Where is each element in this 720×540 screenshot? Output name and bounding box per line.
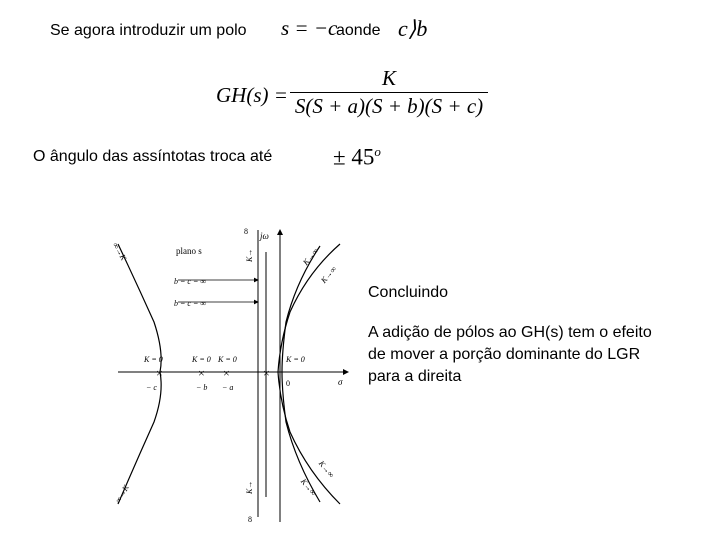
k-inf-upper-left: ∞→K <box>110 241 129 263</box>
tf-fraction <box>290 66 488 119</box>
locus-branch-right-inner <box>282 246 320 502</box>
k-inf-lower-left: ∞→K <box>113 483 131 505</box>
conclusion-title: Concluindo <box>368 284 449 301</box>
locus-branch-left <box>118 244 161 504</box>
k-inf-right-3: K→∞ <box>316 459 336 480</box>
intro-text: Se agora introduzir um polo <box>50 22 247 39</box>
tick-0: 0 <box>286 379 290 388</box>
conclusion-line-2: de mover a porção dominante do LGR <box>368 346 641 363</box>
k0-label-a: K = 0 <box>218 355 237 364</box>
tf-denominator: S(S + a)(S + b)(S + c) <box>294 94 484 118</box>
k-inf-right-4: K→∞ <box>298 477 318 498</box>
k-arrow-bottom: K→ <box>245 480 254 494</box>
tf-lhs: GH(s) = <box>216 83 288 107</box>
pole-marker-a: × <box>223 366 230 380</box>
tick-c: − c <box>146 383 157 392</box>
k0-label-0: K = 0 <box>286 355 305 364</box>
inf-top: 8 <box>244 227 248 236</box>
conclusion-body <box>368 322 652 388</box>
aonde-text: aonde <box>336 22 381 39</box>
conclusion-line-3: para a direita <box>368 368 462 385</box>
jw-label: jω <box>260 231 269 241</box>
asymptote-angle <box>333 144 381 171</box>
angle-value: ± 45 <box>333 144 375 170</box>
pole-equation: s = −c <box>281 16 338 40</box>
sigma-label: σ <box>338 377 343 387</box>
k-inf-right-1: K→∞ <box>301 246 321 267</box>
plane-label: plano s <box>176 246 202 256</box>
tick-a: − a <box>222 383 234 392</box>
k0-label-b: K = 0 <box>192 355 211 364</box>
tf-numerator: K <box>381 66 396 90</box>
tick-b: − b <box>196 383 208 392</box>
pole-marker-b: × <box>198 366 205 380</box>
locus-branch-right-outer <box>278 244 340 504</box>
bc-inf-label-2: b = c = ∞ <box>174 299 207 308</box>
k-inf-right-2: K→∞ <box>319 264 339 285</box>
bc-inf-label-1: b = c = ∞ <box>174 277 207 286</box>
root-locus-plot <box>108 222 358 527</box>
pole-marker-c: × <box>156 366 163 380</box>
k0-label-c: K = 0 <box>144 355 163 364</box>
conclusion-line-1: A adição de pólos ao GH(s) tem o efeito <box>368 324 652 341</box>
k-arrow-top: K→ <box>245 248 254 262</box>
degree-sup: o <box>374 144 381 159</box>
asymptote-text: O ângulo das assíntotas troca até <box>33 148 273 165</box>
pole-marker-0: × <box>263 366 270 380</box>
condition-equation: c⟩b <box>398 16 428 41</box>
inf-bottom: 8 <box>248 515 252 524</box>
